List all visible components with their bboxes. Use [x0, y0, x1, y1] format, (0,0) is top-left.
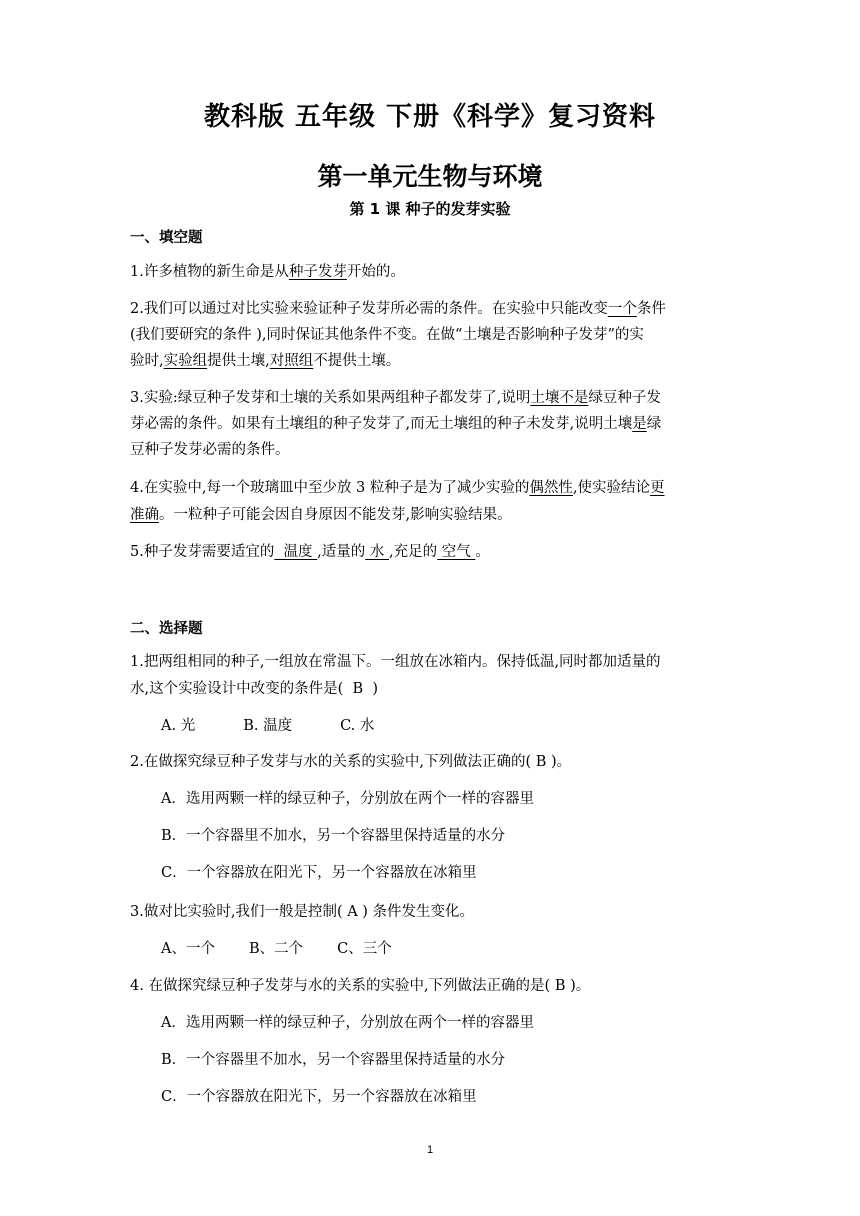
fill-question-3-line3: 豆种子发芽必需的条件。 [130, 442, 290, 458]
option: C. 水 [340, 718, 375, 734]
fill-question-3-line1: 3.实验:绿豆种子发芽和土壤的关系如果两组种子都发芽了,说明土壤不是绿豆种子发 [130, 390, 661, 406]
answer-underline: 更 [650, 480, 665, 496]
section-heading-fill: 一、填空题 [130, 230, 203, 246]
answer-underline: 空气 [437, 544, 476, 560]
fill-question-2-line1: 2.我们可以通过对比实验来验证种子发芽所必需的条件。在实验中只能改变一个条件 [130, 301, 666, 317]
fill-question-2-line2: (我们要研究的条件 ),同时保证其他条件不变。在做“土壤是否影响种子发芽”的实 [130, 327, 644, 343]
section-heading-choice: 二、选择题 [130, 621, 203, 637]
fill-question-3-line2: 芽必需的条件。如果有土壤组的种子发芽了,而无土壤组的种子未发芽,说明土壤是绿 [130, 416, 662, 432]
choice-question-4-option-c: C．一个容器放在阳光下，另一个容器放在冰箱里 [161, 1089, 477, 1105]
option: B、二个 [248, 941, 304, 957]
fill-question-2-line3: 验时,实验组提供土壤,对照组不提供土壤。 [130, 353, 401, 369]
choice-question-4-option-a: A．选用两颗一样的绿豆种子，分别放在两个一样的容器里 [161, 1015, 534, 1031]
answer-underline: 是 [632, 416, 647, 432]
answer-underline: 一个 [607, 301, 637, 317]
answer-underline: 种子发芽 [288, 264, 347, 280]
fill-question-1: 1.许多植物的新生命是从种子发芽开始的。 [130, 264, 405, 280]
answer-underline: 土壤不是 [530, 390, 589, 406]
option: A. 光 [161, 718, 196, 734]
unit-title: 第一单元生物与环境 [317, 162, 543, 191]
document-title: 教科版 五年级 下册《科学》复习资料 [203, 102, 657, 132]
choice-question-2-stem: 2.在做探究绿豆种子发芽与水的关系的实验中,下列做法正确的( B )。 [130, 754, 572, 770]
choice-question-2-option-a: A．选用两颗一样的绿豆种子，分别放在两个一样的容器里 [161, 791, 534, 807]
choice-question-1-line1: 1.把两组相同的种子,一组放在常温下。一组放在冰箱内。保持低温,同时都加适量的 [130, 654, 661, 670]
option: C、三个 [337, 941, 392, 957]
choice-question-3-options [161, 939, 392, 959]
answer-underline: 水 [365, 544, 389, 560]
choice-question-1-options [161, 716, 374, 736]
answer-underline: 对照组 [269, 353, 314, 369]
answer-underline: 准确 [130, 507, 159, 523]
fill-question-4-line2: 准确。一粒种子可能会因自身原因不能发芽,影响实验结果。 [130, 507, 512, 523]
choice-question-3-stem: 3.做对比实验时,我们一般是控制( A ) 条件发生变化。 [130, 904, 475, 920]
answer-underline: 温度 [274, 544, 318, 560]
choice-question-1-line2: 水,这个实验设计中改变的条件是( B ) [130, 681, 379, 697]
answer-underline: 偶然性 [529, 480, 573, 496]
option: B. 温度 [243, 718, 293, 734]
fill-question-4-line1: 4.在实验中,每一个玻璃皿中至少放 3 粒种子是为了减少实验的偶然性,使实验结论更 [130, 480, 665, 496]
choice-question-4-stem: 4. 在做探究绿豆种子发芽与水的关系的实验中,下列做法正确的是( B )。 [130, 978, 591, 994]
choice-question-4-option-b: B．一个容器里不加水，另一个容器里保持适量的水分 [161, 1052, 506, 1068]
choice-question-2-option-b: B．一个容器里不加水，另一个容器里保持适量的水分 [161, 828, 506, 844]
fill-question-5: 5.种子发芽需要适宜的 温度 ,适量的 水 ,充足的 空气 。 [130, 544, 490, 560]
answer-underline: 实验组 [163, 353, 208, 369]
page-number: 1 [426, 1144, 434, 1156]
option: A、一个 [161, 941, 215, 957]
lesson-title: 第 1 课 种子的发芽实验 [349, 200, 511, 218]
choice-question-2-option-c: C．一个容器放在阳光下，另一个容器放在冰箱里 [161, 865, 477, 881]
